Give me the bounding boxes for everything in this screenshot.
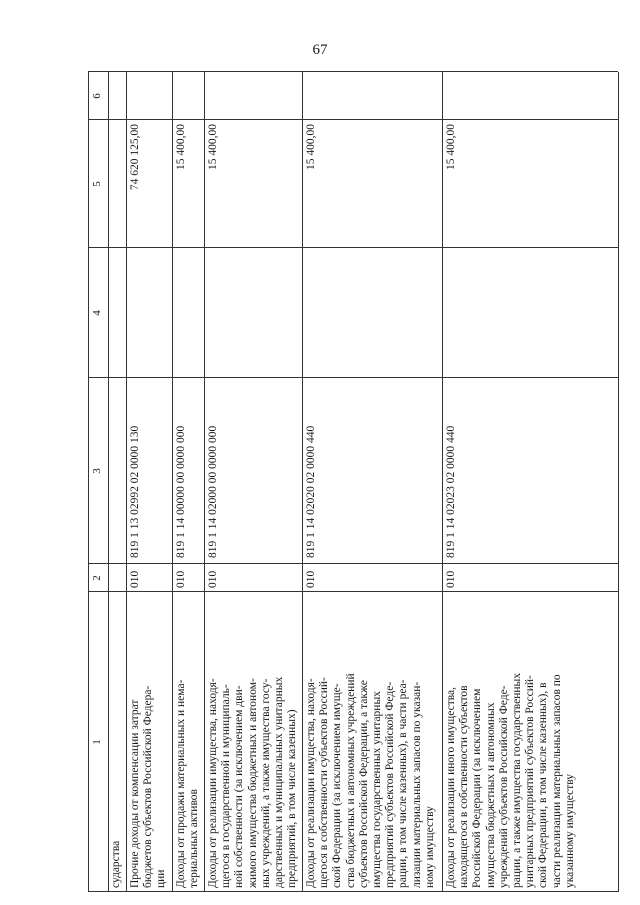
row-amount: 15 400,00 (175, 124, 187, 170)
row-amount: 15 400,00 (305, 124, 317, 170)
row-amount: 15 400,00 (445, 124, 457, 170)
row-kbk: 819 1 13 02992 02 0000 130 (129, 425, 141, 558)
row-kbk: 819 1 14 02023 02 0000 440 (445, 425, 457, 558)
table-row (108, 72, 126, 892)
row-description: Доходы от продажи материальных и нема- териальных активов (175, 679, 201, 888)
table-row (172, 72, 204, 892)
header-col-1: 1 (91, 739, 103, 745)
header-col-4: 4 (91, 310, 103, 316)
row-description: сударства (110, 840, 122, 888)
table-row (204, 72, 302, 892)
row-kbk: 819 1 14 02020 02 0000 440 (305, 425, 317, 558)
row-code: 010 (175, 570, 187, 588)
header-row (88, 72, 108, 892)
table-row (302, 72, 442, 892)
row-amount: 15 400,00 (207, 124, 219, 170)
row-description: Доходы от реализации имущества, находя- щегося в собственности субъектов Россий- ской Федерации (за исключением имуще- ства бюджетных и автономных учреждений субъектов Российской Федерации, а также имущества государственных унитарных предприятий субъектов Российской Феде- рации, в том числе казенных), в части реа- лизации материальных запасов по указан- ному имуществу (305, 673, 436, 888)
row-description: Прочие доходы от компенсации затрат бюджетов субъектов Российской Федера- ции (129, 685, 168, 888)
row-kbk: 819 1 14 02000 00 0000 000 (207, 425, 219, 558)
rotated-table (88, 72, 618, 892)
row-description: Доходы от реализации иного имущества, находящегося в собственности субъектов Российской Федерации (за исключением имущества бюджетных и автономных учреждений субъектов Российской Феде- рации, а также имущества государственных унитарных предприятий субъектов Россий- ской Федерации, в том числе казенных), в части реализации материальных запасов по указанному имуществу (445, 672, 576, 888)
table-row (126, 72, 172, 892)
row-amount: 74 620 125,00 (129, 124, 141, 191)
header-col-2: 2 (91, 575, 103, 581)
row-code: 010 (129, 570, 141, 588)
row-code: 010 (445, 570, 457, 588)
header-col-3: 3 (91, 468, 103, 474)
row-kbk: 819 1 14 00000 00 0000 000 (175, 425, 187, 558)
page-number: 67 (312, 42, 328, 58)
header-col-5: 5 (91, 181, 103, 187)
row-code: 010 (207, 570, 219, 588)
table-row (442, 72, 618, 892)
header-col-6: 6 (91, 93, 103, 99)
table-border-bottom (618, 72, 619, 892)
row-code: 010 (305, 570, 317, 588)
row-description: Доходы от реализации имущества, находя- щегося в государственной и муниципаль- ной собственности (за исключением дви- жимого имущества бюджетных и автоном- ных учреждений, а также имущества госу- дарственных и муниципальных унитарных предприятий, в том числе казенных) (207, 676, 299, 888)
